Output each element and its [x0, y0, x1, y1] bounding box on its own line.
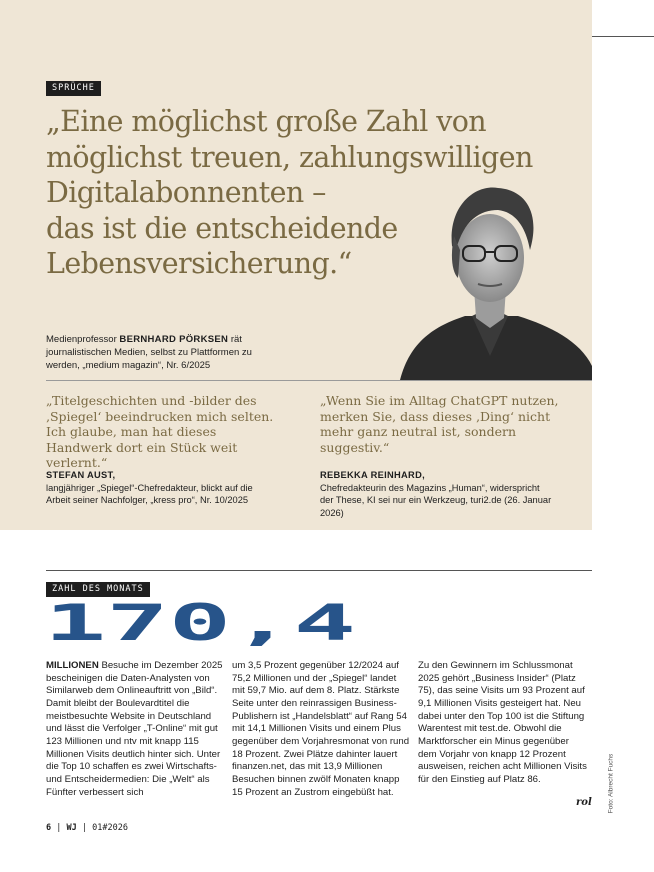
section-tag-zahl-des-monats: ZAHL DES MONATS: [46, 582, 150, 597]
footer-separator: |: [56, 823, 62, 833]
main-quote-attribution: [46, 333, 286, 372]
quote-reinhard-name: REBEKKA REINHARD,: [320, 470, 425, 480]
section-tag-sprueche: SPRÜCHE: [46, 81, 101, 96]
issue-number: 01#2026: [92, 823, 128, 833]
main-quote-line: das ist die entscheidende: [46, 211, 398, 245]
section-rule: [46, 570, 592, 571]
article-author: rol: [576, 797, 592, 808]
quote-reinhard-description: Chefredakteurin des Magazins „Human“, widerspricht der These, KI sei nur ein Werkzeug, turi2.de (26. Januar 2026): [320, 482, 552, 518]
quote-aust-description: langjähriger „Spiegel“-Chefredakteur, blickt auf die Arbeit seiner Nachfolger, „kress pro“, Nr. 10/2025: [46, 482, 253, 505]
attribution-name: BERNHARD PÖRKSEN: [119, 334, 229, 345]
page-footer: [46, 823, 128, 833]
attribution-text: rät journalistischen Medien, selbst zu Plattformen zu werden, „medium magazin“, Nr. 6/2025: [46, 334, 252, 371]
magazine-name: WJ: [66, 823, 77, 833]
attribution-prefix: Medienprofessor: [46, 334, 117, 345]
main-quote-line: Lebensversicherung.“: [46, 247, 352, 280]
quote-reinhard-source: [320, 469, 552, 519]
main-quote-line: „Eine möglichst große Zahl von: [46, 105, 487, 138]
quote-aust-name: STEFAN AUST,: [46, 470, 116, 480]
big-number-text: 170,4: [44, 602, 356, 646]
portrait-photo: [390, 176, 592, 380]
quote-aust: „Titelgeschichten und -bilder des ‚Spiegel‘ beeindrucken mich selten. Ich glaube, man hat dieses Handwerk dort ein Stück weit verlernt.“: [46, 393, 274, 470]
article-column-3: Zu den Gewinnern im Schlussmonat 2025 gehört „Business Insider“ (Platz 75), das seine Visits um 93 Prozent auf 9,1 Millionen Visits gesteigert hat. Neu dabei unter den Top 100 ist die Stiftung Warentest mit test.de. Obwohl die Marktforscher ein Minus gegenüber dem Vorjahr von knapp 12 Prozent ausweisen, reichen acht Millionen Visits für den Einstieg auf Platz 86.: [418, 660, 587, 785]
quote-aust-source: [46, 469, 276, 507]
footer-separator: |: [81, 823, 87, 833]
article-column-2: um 3,5 Prozent gegenüber 12/2024 auf 75,2 Millionen und der „Spiegel“ landet mit 59,7 Mio. auf dem 8. Platz. Stärkste Seite unter den reinrassigen Business-Publishern ist „Handelsblatt“ auf Rang 54 mit 14,1 Millionen Visits und einem Plus gegenüber dem Vorjahresmonat von rund 18 Prozent. Zwei Plätze dahinter lauert finanzen.net, das mit 13,9 Millionen Besuchen binnen zwölf Monaten knapp 15 Prozent an Zustrom eingebüßt hat.: [232, 660, 410, 798]
article-column-1-text: Besuche im Dezember 2025 bescheinigen die Daten-Analysten von Similarweb dem Onlineauftritt von „Bild“. Damit bleibt der Boulevardtitel die meistbesuchte Website in Deutschland und lässt die Verfolger „T-Online“ mit gut 123 Millionen und ntv mit knapp 115 Millionen Visits deutlich hinter sich. Unter die Top 10 schaffen es zwei Wirtschafts- und Entscheidermedien: Die „Welt“ als Fünfter verbessert sich: [46, 660, 223, 798]
main-quote-line: möglichst treuen, zahlungswilligen: [46, 140, 533, 174]
main-quote-line: Digitalabonnenten –: [46, 176, 326, 209]
quote-divider: [46, 380, 592, 381]
big-number: [44, 602, 364, 646]
article-column-1: [46, 660, 224, 799]
top-rule: [592, 36, 654, 37]
article-lead-word: MILLIONEN: [46, 660, 99, 671]
quote-reinhard: „Wenn Sie im Alltag ChatGPT nutzen, merken Sie, dass dieses ‚Ding‘ nicht mehr ganz neutral ist, sondern suggestiv.“: [320, 393, 559, 455]
page-number: 6: [46, 823, 52, 833]
photo-credit: Foto: Albrecht Fuchs: [607, 753, 615, 814]
